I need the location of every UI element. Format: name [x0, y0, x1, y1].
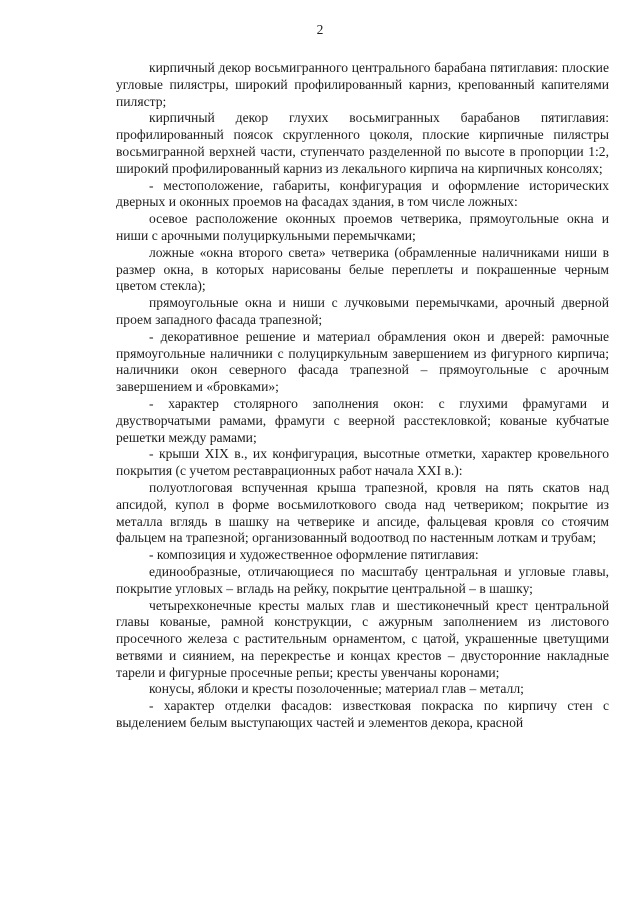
paragraph: осевое расположение оконных проемов четверика, прямоугольные окна и ниши с арочными полуциркульными перемычками; [116, 211, 609, 243]
paragraph: полуотлоговая вспученная крыша трапезной, кровля на пять скатов над апсидой, купол в форме восьмилоткового свода над четвериком; покрытие из металла вглядь в шашку на четверике и апсиде, фальцевая кровля со стоячим фальцем на трапезной; организованный водоотвод по настенным лоткам и трубам; [116, 479, 609, 546]
paragraph: ложные «окна второго света» четверика (обрамленные наличниками ниши в размер окна, в которых нарисованы белые переплеты и покрашенные черным цветом стекла); [116, 244, 609, 294]
page-number: 2 [316, 22, 324, 37]
paragraph: - крыши XIX в., их конфигурация, высотные отметки, характер кровельного покрытия (с учетом реставрационных работ начала XXI в.): [116, 446, 609, 479]
paragraph: четырехконечные кресты малых глав и шестиконечный крест центральной главы кованые, рамной конструкции, с ажурным заполнением из листового просечного железа с растительным орнаментом, с цатой, украшенные цветущими ветвями и сиянием, на перекрестье и концах крестов – двусторонние накладные тарели и фигурные просечные репьи; кресты увенчаны коронами; [116, 597, 609, 680]
paragraph: конусы, яблоки и кресты позолоченные; материал глав – металл; [149, 681, 524, 697]
paragraph: - характер отделки фасадов: известковая покраска по кирпичу стен с выделением белым выступающих частей и элементов декора, красной [116, 698, 609, 731]
paragraph: - композиция и художественное оформление пятиглавия: [149, 547, 479, 563]
paragraph: кирпичный декор глухих восьмигранных барабанов пятиглавия: профилированный поясок скругленного цоколя, плоские кирпичные пилястры восьмигранной верхней части, ступенчато разделенной по высоте в пропорции 1:2, широкий профилированный карниз из лекального кирпича на кирпичных консолях; [116, 110, 609, 176]
paragraph: - декоративное решение и материал обрамления окон и дверей: рамочные прямоугольные наличники с полуциркульным завершением из фигурного кирпича; наличники окон северного фасада трапезной – прямоугольные с арочным завершением и «бровками»; [116, 328, 609, 395]
paragraph: прямоугольные окна и ниши с лучковыми перемычками, арочный дверной проем западного фасада трапезной; [116, 295, 609, 327]
paragraph: - характер столярного заполнения окон: с глухими фрамугами и двустворчатыми рамами, фрамуги с веерной расстекловкой; кованые кубчатые решетки между рамами; [116, 395, 609, 445]
document-body [116, 60, 609, 732]
paragraph: - местоположение, габариты, конфигурация и оформление исторических дверных и оконных проемов на фасадах здания, в том числе ложных: [116, 177, 609, 210]
paragraph: единообразные, отличающиеся по масштабу центральная и угловые главы, покрытие угловых – вгладь на рейку, покрытие центральной – в шашку; [116, 563, 609, 596]
paragraph: кирпичный декор восьмигранного центрального барабана пятиглавия: плоские угловые пилястры, широкий профилированный карниз, крепованный капителями пилястр; [116, 60, 609, 109]
